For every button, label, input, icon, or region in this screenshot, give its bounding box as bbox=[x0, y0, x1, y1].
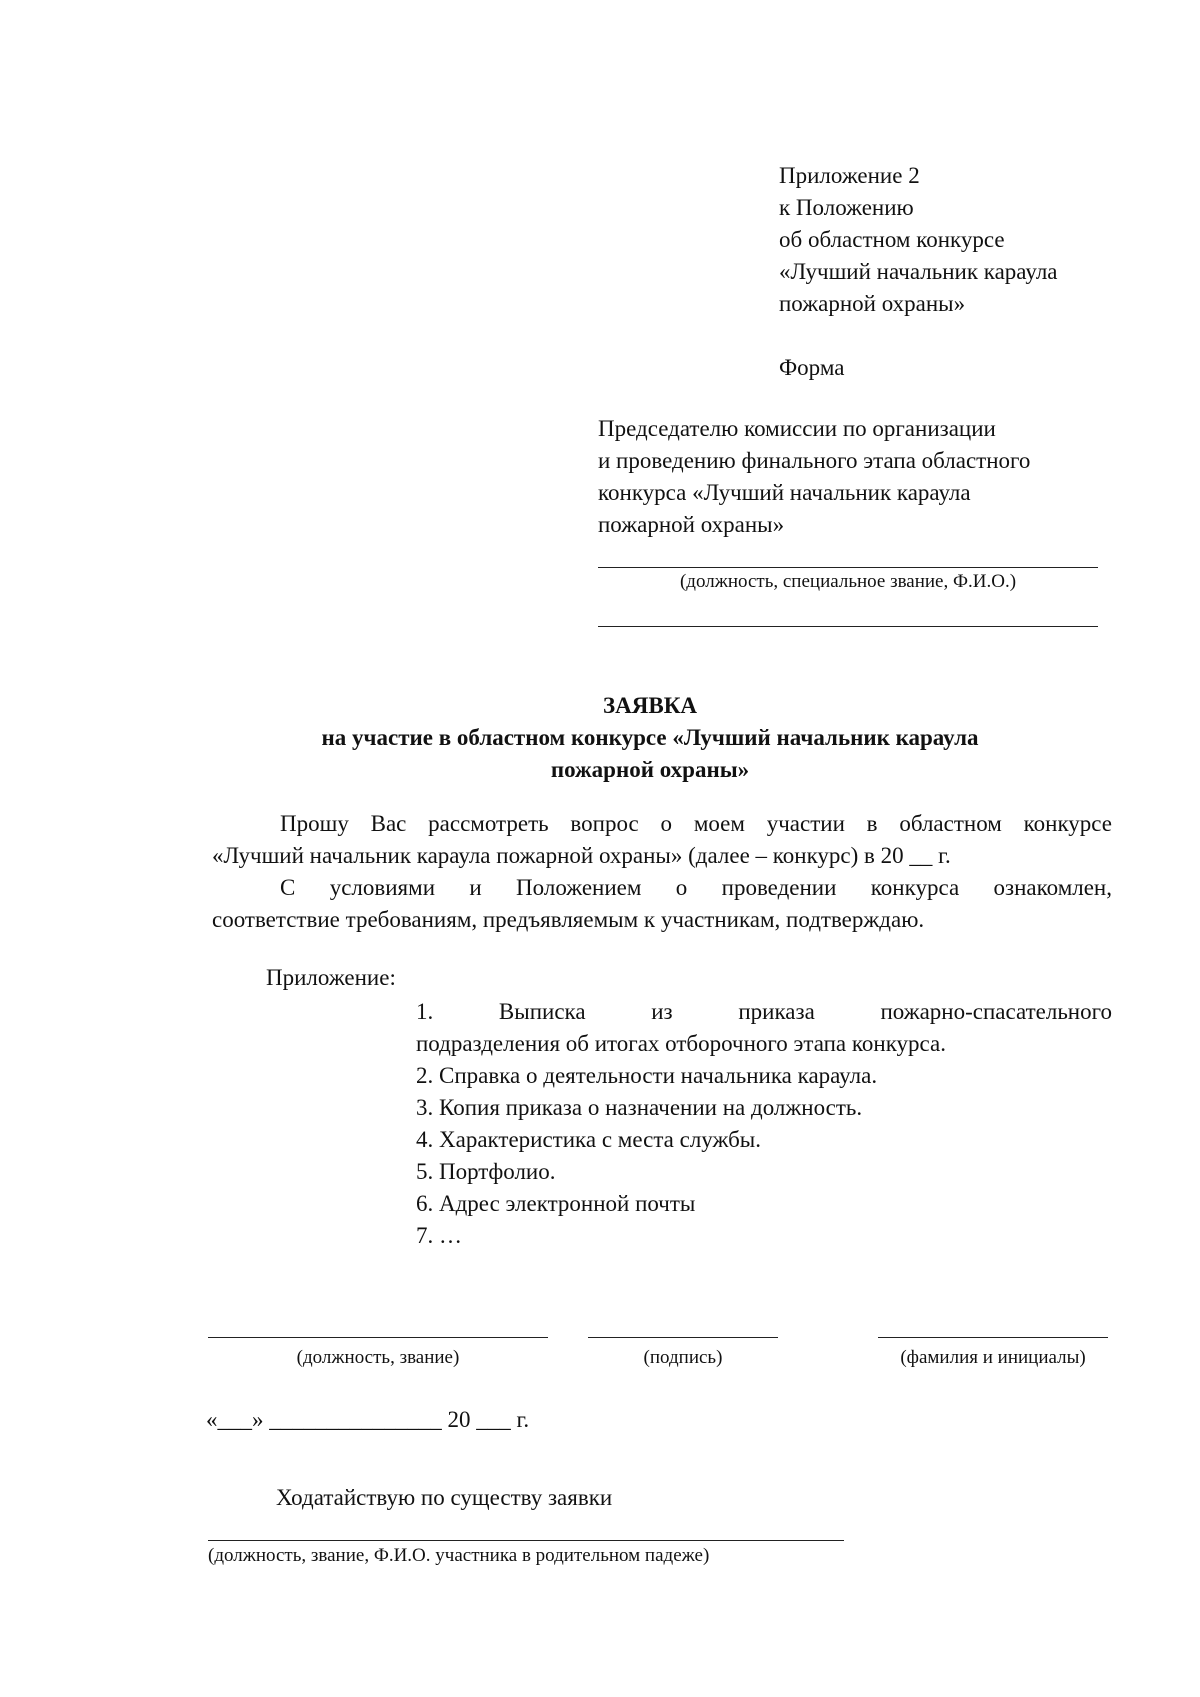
date-year-blank: ___ bbox=[476, 1407, 511, 1432]
signature-caption: (подпись) bbox=[643, 1347, 723, 1368]
title-sub: пожарной охраны» bbox=[550, 757, 750, 782]
attachments-list bbox=[416, 996, 1112, 1252]
addressee-name-line bbox=[598, 626, 1098, 627]
date-line bbox=[206, 1404, 529, 1436]
attachment-item-cont: подразделения об итогах отборочного этапа конкурса. bbox=[416, 1031, 946, 1056]
petition-caption: (должность, звание, Ф.И.О. участника в родительном падеже) bbox=[208, 1545, 710, 1566]
signature-line bbox=[588, 1337, 778, 1338]
attachment-item: 4. Характеристика с места службы. bbox=[416, 1127, 761, 1152]
petition-text: Ходатайствую по существу заявки bbox=[276, 1485, 613, 1510]
position-line bbox=[208, 1337, 548, 1338]
position-caption: (должность, звание) bbox=[296, 1347, 460, 1368]
addressee-line: пожарной охраны» bbox=[598, 512, 785, 537]
addressee-block bbox=[598, 413, 1030, 541]
addressee-line: конкурса «Лучший начальник караула bbox=[598, 480, 971, 505]
annex-line: «Лучший начальник караула bbox=[779, 259, 1058, 284]
title-sub: на участие в областном конкурсе «Лучший начальник караула bbox=[321, 725, 979, 750]
date-year-prefix: 20 bbox=[447, 1407, 471, 1432]
name-caption: (фамилия и инициалы) bbox=[900, 1347, 1086, 1368]
attachment-item: 6. Адрес электронной почты bbox=[416, 1191, 696, 1216]
body-line: Прошу Вас рассмотреть вопрос о моем участии в областном конкурсе bbox=[280, 811, 1112, 836]
form-label: Форма bbox=[779, 355, 845, 380]
addressee-position-line bbox=[598, 567, 1098, 568]
attachment-item: 3. Копия приказа о назначении на должность. bbox=[416, 1095, 863, 1120]
date-year-suffix: г. bbox=[516, 1407, 530, 1432]
body-paragraphs bbox=[212, 808, 1112, 936]
attachment-item: 5. Портфолио. bbox=[416, 1159, 556, 1184]
body-line: соответствие требованиям, предъявляемым к участникам, подтверждаю. bbox=[212, 907, 925, 932]
body-line: «Лучший начальник караула пожарной охраны» (далее – конкурс) в 20 __ г. bbox=[212, 843, 951, 868]
annex-line: к Положению bbox=[779, 195, 914, 220]
addressee-caption: (должность, специальное звание, Ф.И.О.) bbox=[679, 571, 1017, 592]
annex-line: пожарной охраны» bbox=[779, 291, 966, 316]
date-close-quote: » bbox=[252, 1407, 264, 1432]
attachments-label: Приложение: bbox=[266, 965, 396, 990]
annex-block bbox=[779, 160, 1058, 320]
addressee-line: Председателю комиссии по организации bbox=[598, 416, 996, 441]
attachment-item: 7. … bbox=[416, 1223, 462, 1248]
attachment-item: 2. Справка о деятельности начальника караула. bbox=[416, 1063, 878, 1088]
application-title bbox=[200, 690, 1100, 786]
body-line: С условиями и Положением о проведении конкурса ознакомлен, bbox=[280, 875, 1112, 900]
date-month-blank: _______________ bbox=[269, 1407, 442, 1432]
title-main: ЗАЯВКА bbox=[603, 693, 697, 718]
attachment-item: 1. Выписка из приказа пожарно-спасательного bbox=[416, 999, 1112, 1024]
addressee-line: и проведению финального этапа областного bbox=[598, 448, 1031, 473]
annex-line: об областном конкурсе bbox=[779, 227, 1005, 252]
annex-line: Приложение 2 bbox=[779, 163, 920, 188]
date-open-quote: « bbox=[206, 1407, 218, 1432]
petition-line bbox=[208, 1540, 844, 1541]
date-day-blank: ___ bbox=[217, 1407, 252, 1432]
name-line bbox=[878, 1337, 1108, 1338]
